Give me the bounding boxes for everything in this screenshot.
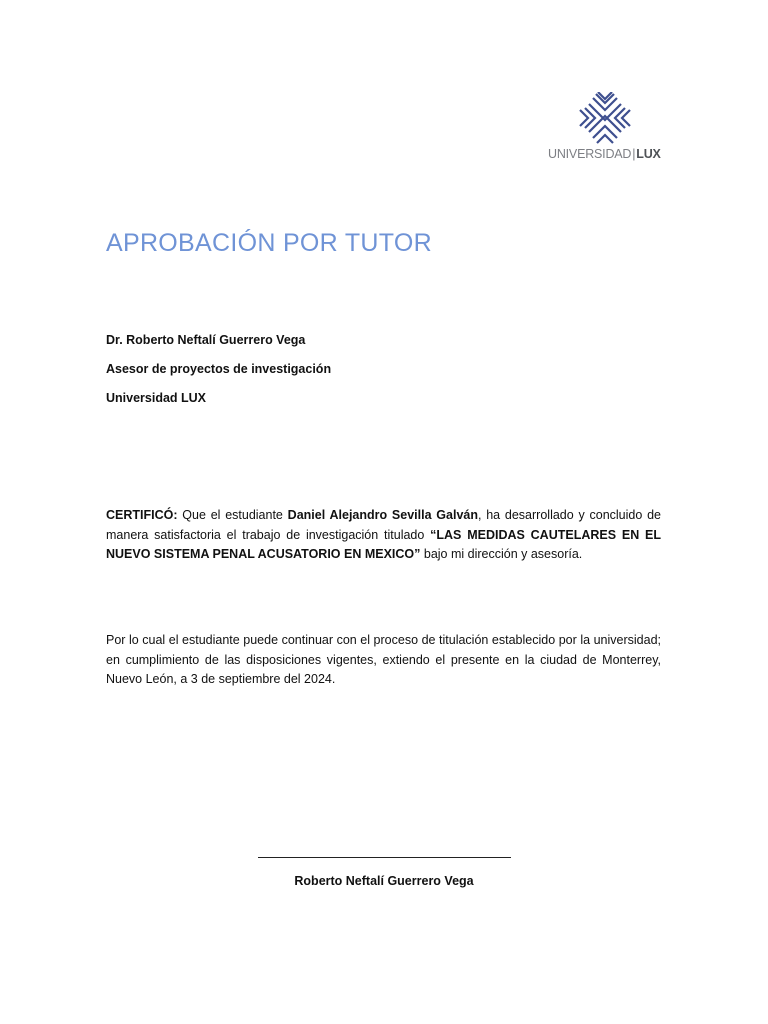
thesis-title: “LAS MEDIDAS CAUTELARES EN EL NUEVO SISTEMA PENAL ACUSATORIO EN MEXICO” (106, 527, 662, 561)
document-title: APROBACIÓN POR TUTOR (106, 229, 432, 257)
signature-name: Roberto Neftalí Guerrero Vega (294, 874, 474, 888)
logo-wordmark (548, 147, 662, 161)
university-logo (548, 92, 662, 164)
lux-chevron-mark-icon (576, 92, 634, 144)
certification-text-1: Que el estudiante (177, 508, 288, 522)
certification-text-3: bajo mi dirección y asesoría. (420, 547, 583, 561)
addressee-institution: Universidad LUX (106, 391, 207, 405)
logo-word-lux: LUX (636, 147, 661, 161)
addressee-name: Dr. Roberto Neftalí Guerrero Vega (106, 333, 306, 347)
logo-separator: | (632, 147, 636, 161)
closing-paragraph: Por lo cual el estudiante puede continuar con el proceso de titulación establecido por la universidad; en cumplimiento de las disposiciones vigentes, extiendo el presente en la ciudad de Monterrey, Nuevo León, a 3 de septiembre del 2024. (106, 633, 661, 686)
student-name: Daniel Alejandro Sevilla Galván (287, 508, 478, 522)
certification-label: CERTIFICÓ: (106, 508, 178, 522)
certification-paragraph (106, 506, 661, 565)
certification-text-2: , ha desarrollado y concluido de manera satisfactoria el trabajo de investigación titulado (106, 508, 661, 542)
logo-word-universidad: UNIVERSIDAD (548, 147, 632, 161)
addressee-role: Asesor de proyectos de investigación (106, 362, 332, 376)
signature-line (258, 857, 511, 858)
